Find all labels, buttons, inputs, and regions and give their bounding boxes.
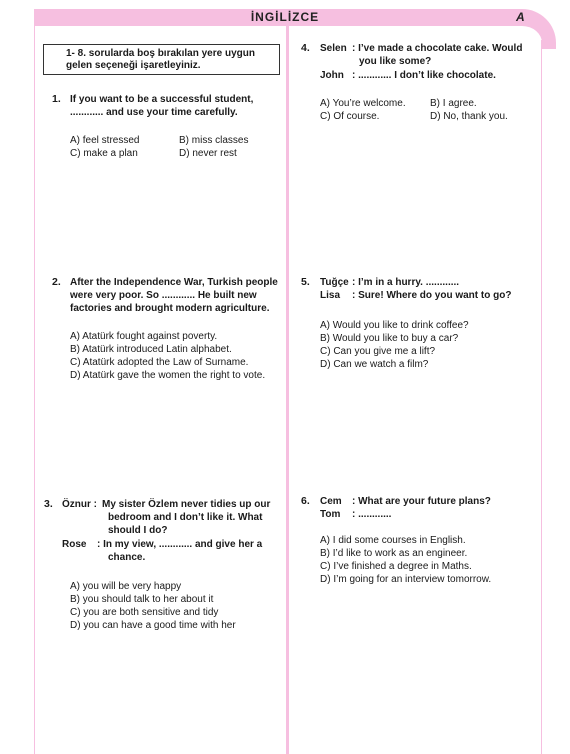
speaker-name: Tuğçe: [320, 277, 349, 288]
option-a[interactable]: A) you will be very happy: [70, 581, 182, 592]
speaker-name: John: [320, 70, 344, 81]
question-stem: If you want to be a successful student,: [70, 94, 254, 105]
dialogue-line: should I do?: [108, 525, 168, 536]
dialogue-line: My sister Özlem never tidies up our: [102, 499, 271, 510]
option-d[interactable]: D) Atatürk gave the women the right to vote.: [70, 370, 266, 381]
page-title: İNGİLİZCE: [250, 10, 320, 24]
question-number: 1.: [52, 93, 61, 105]
option-d[interactable]: D) I’m going for an interview tomorrow.: [320, 574, 492, 585]
option-c[interactable]: C) Of course.: [320, 111, 380, 122]
dialogue-line: chance.: [108, 552, 146, 563]
speaker-name: Selen: [320, 43, 347, 54]
dialogue-line: bedroom and I don’t like it. What: [108, 512, 263, 523]
option-b[interactable]: B) I agree.: [430, 98, 477, 109]
option-b[interactable]: B) Atatürk introduced Latin alphabet.: [70, 344, 232, 355]
dialogue-line: : What are your future plans?: [352, 496, 491, 507]
speaker-name: Tom: [320, 509, 341, 520]
option-c[interactable]: C) I’ve finished a degree in Maths.: [320, 561, 472, 572]
question-number: 2.: [52, 276, 61, 288]
option-b[interactable]: B) I’d like to work as an engineer.: [320, 548, 468, 559]
column-divider: [286, 26, 289, 754]
question-stem: factories and brought modern agriculture.: [70, 303, 270, 314]
dialogue-line: : ............: [352, 509, 392, 520]
question-number: 5.: [301, 276, 310, 288]
dialogue-line: : In my view, ............ and give her a: [97, 539, 263, 550]
option-a[interactable]: A) You’re welcome.: [320, 98, 406, 109]
right-margin-line: [541, 40, 542, 754]
speaker-name: Cem: [320, 496, 342, 507]
instructions-box: 1- 8. sorularda boş bırakılan yere uygun gelen seçeneği işaretleyiniz.: [43, 44, 280, 75]
option-a[interactable]: A) Would you like to drink coffee?: [320, 320, 469, 331]
question-number: 4.: [301, 42, 310, 54]
option-c[interactable]: C) you are both sensitive and tidy: [70, 607, 219, 618]
option-d[interactable]: D) you can have a good time with her: [70, 620, 236, 631]
question-stem: ............ and use your time carefully.: [70, 107, 238, 118]
option-a[interactable]: A) Atatürk fought against poverty.: [70, 331, 218, 342]
question-stem: were very poor. So ............ He built new: [70, 290, 257, 301]
option-d[interactable]: D) No, thank you.: [430, 111, 508, 122]
dialogue-line: : ............ I don’t like chocolate.: [352, 70, 496, 81]
option-a[interactable]: A) feel stressed: [70, 135, 140, 146]
speaker-name: Lisa: [320, 290, 341, 301]
option-d[interactable]: D) never rest: [179, 148, 237, 159]
option-b[interactable]: B) miss classes: [179, 135, 249, 146]
option-c[interactable]: C) Atatürk adopted the Law of Surname.: [70, 357, 249, 368]
dialogue-line: : Sure! Where do you want to go?: [352, 290, 512, 301]
option-c[interactable]: C) Can you give me a lift?: [320, 346, 436, 357]
booklet-type: A: [516, 10, 525, 24]
option-c[interactable]: C) make a plan: [70, 148, 138, 159]
option-b[interactable]: B) Would you like to buy a car?: [320, 333, 459, 344]
question-number: 3.: [44, 498, 53, 510]
dialogue-line: : I’m in a hurry. ............: [352, 277, 460, 288]
option-d[interactable]: D) Can we watch a film?: [320, 359, 429, 370]
option-b[interactable]: B) you should talk to her about it: [70, 594, 214, 605]
left-margin-line: [34, 26, 35, 754]
dialogue-line: you like some?: [359, 56, 432, 67]
option-a[interactable]: A) I did some courses in English.: [320, 535, 466, 546]
question-stem: After the Independence War, Turkish people: [70, 277, 278, 288]
speaker-name: Öznur :: [62, 499, 97, 510]
dialogue-line: : I’ve made a chocolate cake. Would: [352, 43, 523, 54]
speaker-name: Rose: [62, 539, 87, 550]
question-number: 6.: [301, 495, 310, 507]
